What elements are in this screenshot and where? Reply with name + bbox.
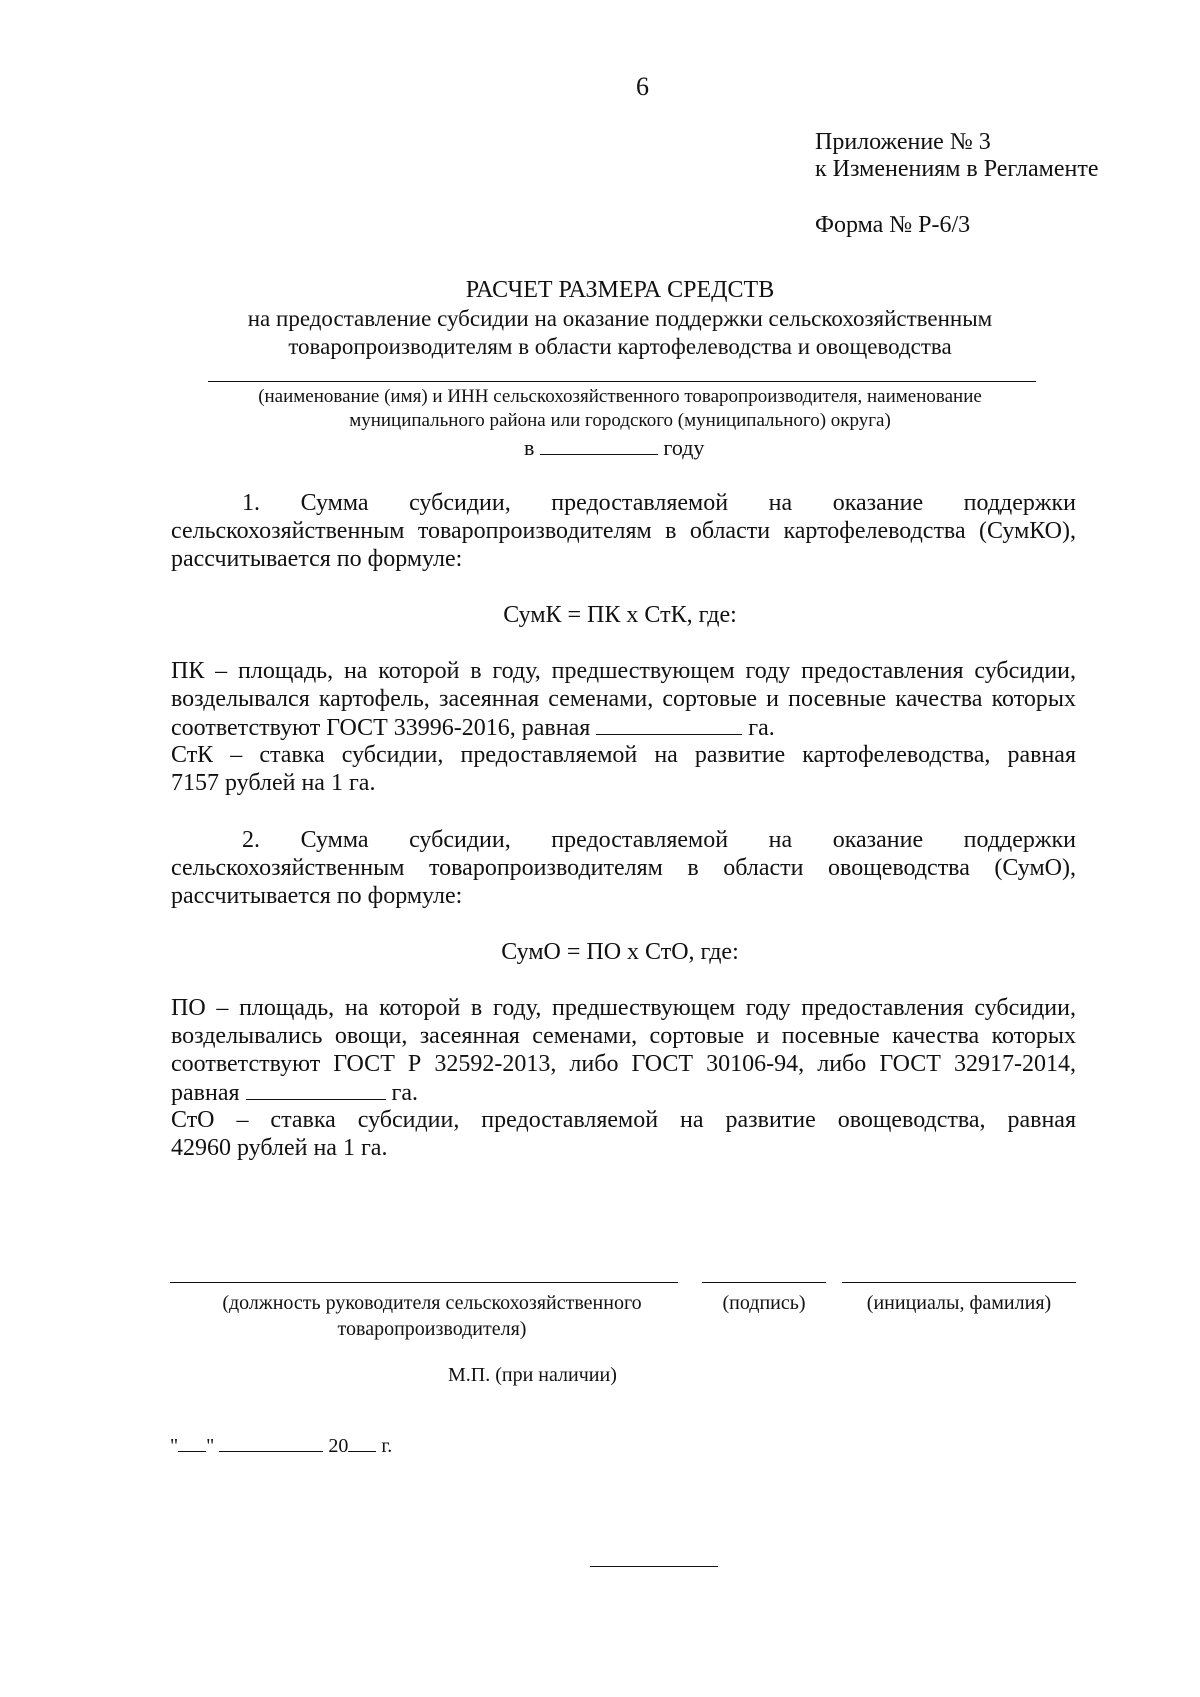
- stamp-label: М.П. (при наличии): [448, 1364, 617, 1386]
- date-line: [170, 1433, 392, 1460]
- sto-line2: 42960 рублей на 1 га.: [171, 1135, 388, 1161]
- appendix-label: Приложение № 3: [815, 129, 991, 155]
- section2-line3: рассчитывается по формуле:: [171, 883, 463, 909]
- applicant-name-caption: (наименование (имя) и ИНН сельскохозяйственного товаропроизводителя, наименование: [258, 386, 982, 407]
- formula-sumo: СумО = ПО х СтО, где:: [501, 939, 739, 965]
- full-name-caption: (инициалы, фамилия): [866, 1292, 1052, 1314]
- pk-line2: возделывался картофель, засеянная семенами, сортовые и посевные качества которых: [171, 686, 1076, 712]
- page-title: РАСЧЕТ РАЗМЕРА СРЕДСТВ: [465, 277, 775, 303]
- section2-line1: 2. Сумма субсидии, предоставляемой на оказание поддержки: [242, 827, 1076, 853]
- title-line-2: на предоставление субсидии на оказание поддержки сельскохозяйственным: [247, 306, 993, 331]
- po-equal-text: равная: [171, 1080, 240, 1106]
- pk-line3: [171, 712, 775, 743]
- title-line-3: товаропроизводителям в области картофелеводства и овощеводства: [288, 334, 952, 359]
- formula-sumk: СумК = ПК х СтК, где:: [503, 602, 737, 628]
- date-quote-open: ": [170, 1435, 179, 1457]
- signature-line: [702, 1282, 826, 1283]
- year-suffix: году: [663, 435, 705, 460]
- page-number: 6: [636, 72, 649, 101]
- pk-line1: ПК – площадь, на которой в году, предшествующем году предоставления субсидии,: [171, 658, 1076, 684]
- po-unit: га.: [391, 1080, 419, 1106]
- year-blank: [540, 432, 658, 455]
- section1-line3: рассчитывается по формуле:: [171, 546, 463, 572]
- po-line2: возделывались овощи, засеянная семенами, сортовые и посевные качества которых: [171, 1023, 1076, 1049]
- position-line: [170, 1282, 678, 1283]
- po-line1: ПО – площадь, на которой в году, предшествующем году предоставления субсидии,: [171, 995, 1076, 1021]
- pk-gost-text: соответствуют ГОСТ 33996-2016, равная: [171, 715, 591, 741]
- stk-line2: 7157 рублей на 1 га.: [171, 770, 376, 796]
- closing-divider: [590, 1566, 718, 1567]
- applicant-name-line: [208, 381, 1036, 382]
- pk-unit: га.: [748, 715, 775, 741]
- pk-area-blank: [596, 712, 742, 735]
- form-number: Форма № Р-6/3: [815, 212, 971, 238]
- date-quote-close: ": [206, 1435, 215, 1457]
- year-line: [524, 432, 704, 461]
- po-line4: [171, 1077, 418, 1108]
- stk-line1: СтК – ставка субсидии, предоставляемой на развитие картофелеводства, равная: [171, 742, 1076, 768]
- position-caption: (должность руководителя сельскохозяйственного: [222, 1292, 642, 1314]
- date-century: 20: [328, 1435, 349, 1457]
- day-blank: [178, 1433, 206, 1452]
- applicant-name-caption-2: муниципального района или городского (муниципального) округа): [349, 410, 891, 431]
- year-digits-blank: [348, 1433, 376, 1452]
- section1-line2: сельскохозяйственным товаропроизводителям в области картофелеводства (СумКО),: [171, 518, 1076, 544]
- section1-line1: 1. Сумма субсидии, предоставляемой на оказание поддержки: [242, 490, 1076, 516]
- po-area-blank: [246, 1077, 386, 1100]
- section2-line2: сельскохозяйственным товаропроизводителям в области овощеводства (СумО),: [171, 855, 1076, 881]
- po-line3: соответствуют ГОСТ Р 32592-2013, либо ГОСТ 30106-94, либо ГОСТ 32917-2014,: [171, 1051, 1076, 1077]
- sto-line1: СтО – ставка субсидии, предоставляемой на развитие овощеводства, равная: [171, 1107, 1076, 1133]
- signature-caption: (подпись): [722, 1292, 806, 1314]
- date-year-suffix: г.: [381, 1435, 393, 1457]
- year-prefix: в: [524, 435, 535, 460]
- position-caption-2: товаропроизводителя): [337, 1318, 527, 1340]
- month-blank: [219, 1433, 323, 1452]
- full-name-line: [842, 1282, 1076, 1283]
- appendix-to-label: к Изменениям в Регламенте: [815, 156, 1099, 182]
